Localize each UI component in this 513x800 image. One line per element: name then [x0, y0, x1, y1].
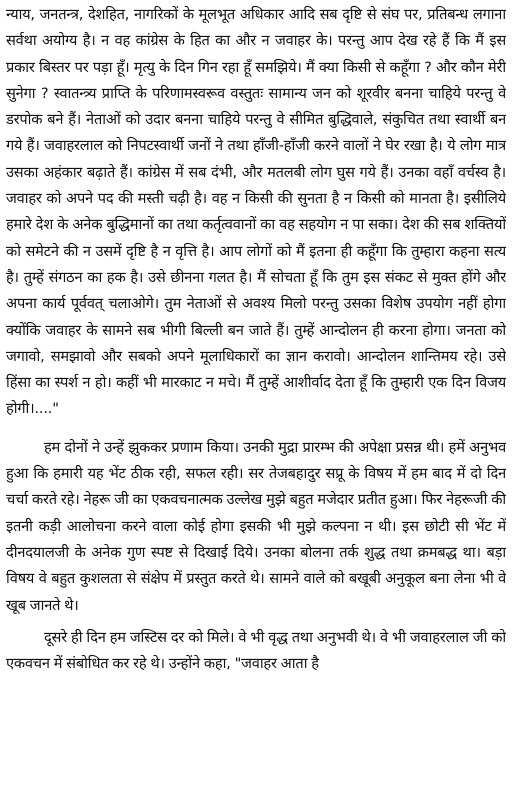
paragraph-quote: न्याय, जनतन्त्र, देशहित, नागरिकों के मूलभूत अधिकार आदि सब दृष्टि से संघ पर, प्रतिबन्ध लगाना सर्वथा अयोग्य है। न वह कांग्रेस के हित का और न जवाहर के। परन्तु आप देख रहे हैं कि मैं इस प्रकार बिस्तर पर पड़ा हूँ। मृत्यु के दिन गिन रहा हूँ समझिये। मैं क्या किसी से कहूँगा ? और कौन मेरी सुनेगा ? स्वातन्त्र्य प्राप्ति के परिणामस्वरूव वस्तुतः सामान्य जन को शूरवीर बनना चाहिये परन्तु वे डरपोक बने हैं। नेताओं को उदार बनना चाहिये परन्तु वे सीमित बुद्धिवाले, संकुचित तथा स्वार्थी बन गये हैं। जवाहरलाल को निपटस्वार्थी जनों ने तथा हाँजी-हाँजी करने वालों ने घेर रखा है। ये लोग मात्र उसका अहंकार बढ़ाते हैं। कांग्रेस में सब दंभी, और मतलबी लोग घुस गये हैं। उनका वहाँ वर्चस्व है। जवाहर को अपने पद की मस्ती चढ़ी है। वह न किसी की सुनता है न किसी को मानता है। इसीलिये हमारे देश के अनेक बुद्धिमानों का तथा कर्तृत्ववानों का वह सहयोग न पा सका। देश की सब शक्तियों को समेटने की न उसमें दृष्टि है न वृत्ति है। आप लोगों को मैं इतना ही कहूँगा कि तुम्हारा कहना सत्य है। तुम्हें संगठन का हक है। उसे छीनना गलत है। मैं सोचता हूँ कि तुम इस संकट से मुक्त होंगे और अपना कार्य पूर्ववत् चलाओगे। तुम नेताओं से अवश्य मिलो परन्तु उसका विशेष उपयोग नहीं होगा क्योंकि जवाहर के सामने सब भीगी बिल्ली बन जाते हैं। तुम्हें आन्दोलन ही करना होगा। जनता को जगावो, समझावो और सबको अपने मूलाधिकारों का ज्ञान करावो। आन्दोलन शान्तिमय रहे। उसे हिंसा का स्पर्श न हो। कहीं भी मारकाट न मचे। मैं तुम्हें आशीर्वाद देता हूँ कि तुम्हारी एक दिन विजय होगी।...."	[6, 6, 506, 418]
paragraph-meeting: हम दोनों ने उन्हें झुककर प्रणाम किया। उनकी मुद्रा प्रारम्भ की अपेक्षा प्रसन्न थी। हमें अनुभव हुआ कि हमारी यह भेंट ठीक रही, सफल रही। सर तेजबहादुर सप्रू के विषय में हम बाद में दो दिन चर्चा करते रहे। नेहरू जी का एकवचनात्मक उल्लेख मुझे बहुत मजेदार प्रतीत हुआ। फिर नेहरूजी की इतनी कड़ी आलोचना करने वाला कोई होगा इसकी भी मुझे कल्पना न थी। इस छोटी सी भेंट में दीनदयालजी के अनेक गुण स्पष्ट से दिखाई दिये। उनका बोलना तर्क शुद्ध तथा क्रमबद्ध था। बड़ा विषय वे बहुत कुशलता से संक्षेप में प्रस्तुत करते थे। सामने वाले को बखूबी अनुकूल बना लेना भी वे खूब जानते थे।	[6, 438, 506, 614]
paragraph-next-day: दूसरे ही दिन हम जस्टिस दर को मिले। वे भी वृद्ध तथा अनुभवी थे। वे भी जवाहरलाल जी को एकवचन में संबोधित कर रहे थे। उन्होंने कहा, "जवाहर आता है	[6, 628, 506, 673]
document-page	[6, 2, 506, 798]
paragraph-spacer	[6, 423, 506, 435]
